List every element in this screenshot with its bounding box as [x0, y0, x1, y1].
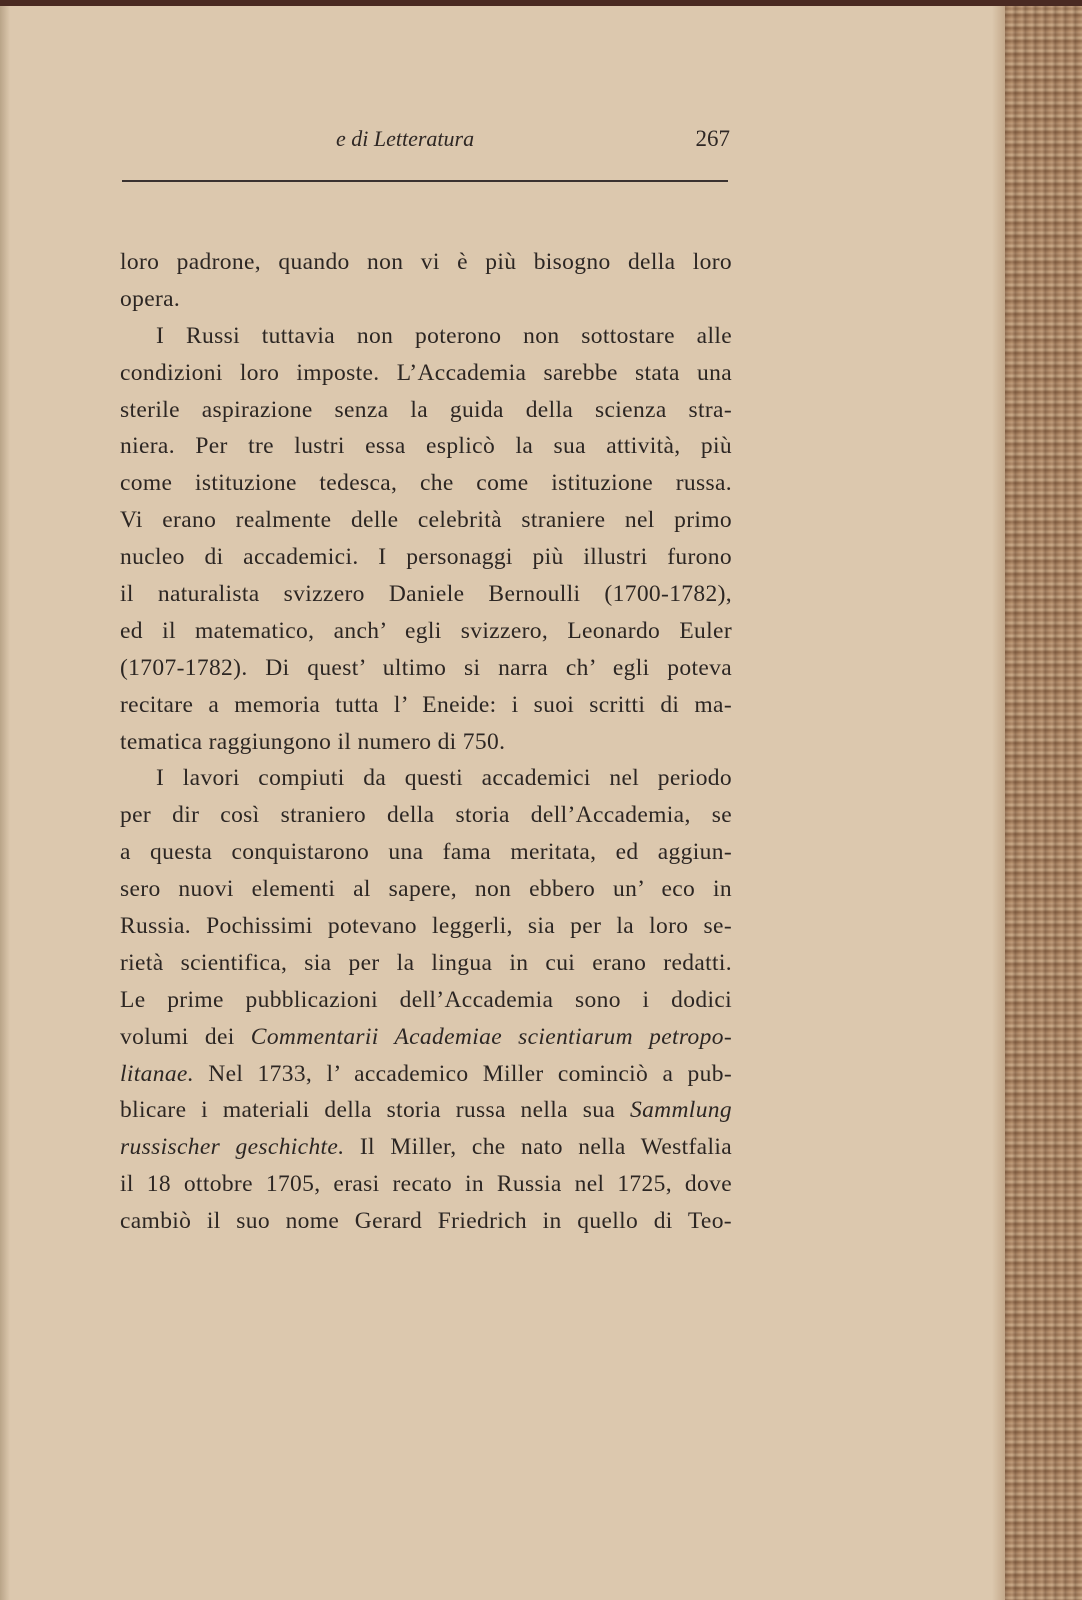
page-edges-texture [1005, 6, 1082, 1600]
text-line: per dir così straniero della storia dell’Accademia, se [120, 802, 732, 829]
italic-title: Sammlung [629, 1097, 732, 1124]
text-line: (1707-1782). Di quest’ ultimo si narra ch’ egli poteva [120, 654, 732, 681]
text-line: sero nuovi elementi al sapere, non ebbero un’ eco in [120, 876, 732, 903]
text-line [120, 1019, 732, 1056]
text-run: Il Miller, che nato nella Westfalia [344, 1134, 732, 1161]
running-head [120, 126, 730, 158]
header-rule [122, 180, 728, 182]
text-line: loro padrone, quando non vi è più bisogno della loro [120, 249, 732, 275]
italic-title: russischer geschichte. [120, 1134, 345, 1161]
text-line [120, 1092, 732, 1129]
text-line: I Russi tuttavia non poterono non sottostare alle [156, 322, 732, 349]
text-run: blicare i materiali della storia russa nella sua [120, 1097, 630, 1124]
text-line: il 18 ottobre 1705, erasi recato in Russia nel 1725, dove [120, 1171, 732, 1198]
text-line: niera. Per tre lustri essa esplicò la sua attività, più [120, 433, 732, 460]
text-line: recitare a memoria tutta l’ Eneide: i suoi scritti di ma- [120, 691, 732, 718]
running-title: e di Letteratura [336, 126, 475, 151]
left-page-shadow [0, 6, 10, 1600]
text-line: ed il matematico, anch’ egli svizzero, Leonardo Euler [120, 617, 732, 644]
text-line: tematica raggiungono il numero di 750. [120, 728, 506, 755]
italic-title: Commentarii Academiae scientiarum petropo- [250, 1023, 732, 1050]
text-run: volumi dei [120, 1023, 251, 1050]
text-line: I lavori compiuti da questi accademici nel periodo [156, 765, 732, 792]
text-line: Le prime pubblicazioni dell’Accademia sono i dodici [120, 986, 732, 1013]
text-line: Vi erano realmente delle celebrità straniere nel primo [120, 507, 732, 534]
text-line [120, 1056, 732, 1093]
text-line: nucleo di accademici. I personaggi più illustri furono [120, 544, 732, 571]
text-line: a questa conquistarono una fama meritata, ed aggiun- [120, 839, 732, 866]
text-line: cambiò il suo nome Gerard Friedrich in quello di Teo- [120, 1208, 732, 1235]
text-line: come istituzione tedesca, che come istituzione russa. [120, 470, 732, 497]
page-number: 267 [695, 126, 730, 151]
italic-title: litanae. [120, 1060, 194, 1087]
text-line: il naturalista svizzero Daniele Bernoulli (1700-1782), [120, 581, 732, 608]
body-text [120, 244, 732, 1240]
text-line [120, 1129, 732, 1166]
text-line: condizioni loro imposte. L’Accademia sarebbe stata una [120, 359, 732, 386]
text-line: rietà scientifica, sia per la lingua in cui erano redatti. [120, 949, 732, 976]
text-line: Russia. Pochissimi potevano leggerli, sia per la loro se- [120, 913, 732, 940]
text-line: opera. [120, 285, 181, 312]
text-run: Nel 1733, l’ accademico Miller cominciò a pub- [193, 1060, 732, 1087]
text-line: sterile aspirazione senza la guida della scienza stra- [120, 396, 732, 423]
